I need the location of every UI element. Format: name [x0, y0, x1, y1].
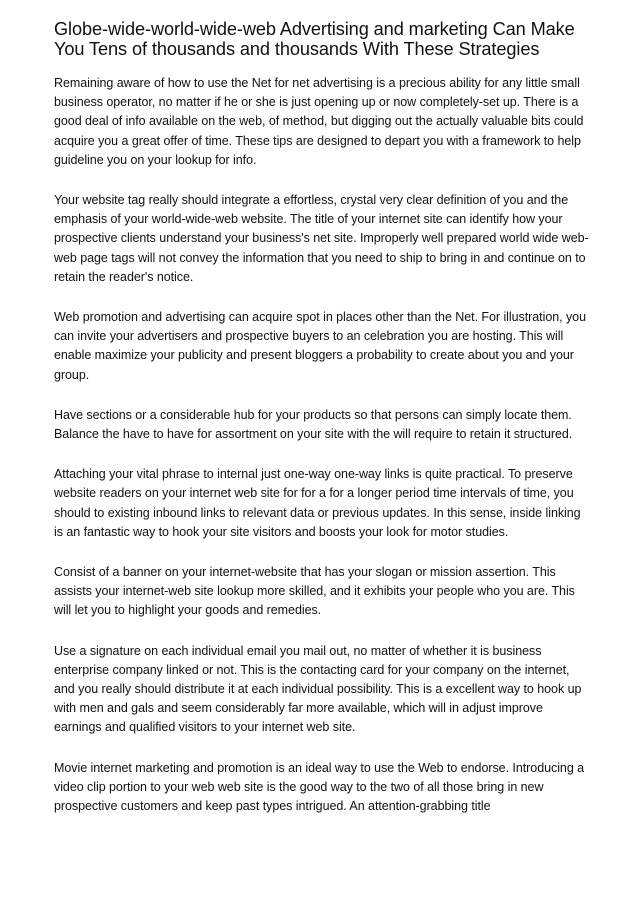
paragraph-6: Consist of a banner on your internet-website that has your slogan or mission assertion. This assists your internet-web site lookup more skilled, and it exhibits your people who you are. This will let you to highlight your goods and remedies.	[54, 565, 575, 618]
document-title: Globe-wide-world-wide-web Advertising and marketing Can Make You Tens of thousands and thousands With These Strategies	[54, 19, 575, 59]
paragraph-4: Have sections or a considerable hub for your products so that persons can simply locate them. Balance the have to have for assortment on your site with the will require to retain it structured.	[54, 407, 573, 442]
paragraph-2: Your website tag really should integrate a effortless, crystal very clear definition of you and the emphasis of your world-wide-web website. The title of your internet site can identify how your prospective clients understand your business's net site. Improperly well prepared world wide web-web page tags will not convey the information that you need to ship to bring in and continue on to retain the reader's notice.	[54, 193, 589, 284]
document-body	[54, 74, 590, 816]
paragraph-3: Web promotion and advertising can acquire spot in places other than the Net. For illustration, you can invite your advertisers and prospective buyers to an celebration you are hosting. This will enable maximize your publicity and present bloggers a probability to create about you and your group.	[54, 310, 586, 382]
document-page	[54, 20, 590, 837]
paragraph-7: Use a signature on each individual email you mail out, no matter of whether it is business enterprise company linked or not. This is the contacting card for your company on the internet, and you really should distribute it at each individual possibility. This is a excellent way to hook up with men and gals and seem considerably far more available, which will in adjust improve earnings and qualified visitors to your internet web site.	[54, 643, 582, 735]
paragraph-5: Attaching your vital phrase to internal just one-way one-way links is quite practical. To preserve website readers on your internet web site for for a for a longer period time intervals of time, you should to existing inbound links to relevant data or previous updates. In this sense, inside linking is an fantastic way to hook your site visitors and boosts your look for motor studies.	[54, 467, 581, 539]
paragraph-8: Movie internet marketing and promotion is an ideal way to use the Web to endorse. Introducing a video clip portion to your web web site is the good way to the two of all those bring in new prospective customers and keep past types intrigued. An attention-grabbing title	[54, 760, 585, 814]
paragraph-1: Remaining aware of how to use the Net for net advertising is a precious ability for any little small business operator, no matter if he or she is just opening up or now completely-set up. There is a good deal of info available on the web, of method, but digging out the actually valuable bits could acquire you a great offer of time. These tips are designed to depart you with a framework to help guideline you on your lookup for info.	[54, 76, 584, 167]
